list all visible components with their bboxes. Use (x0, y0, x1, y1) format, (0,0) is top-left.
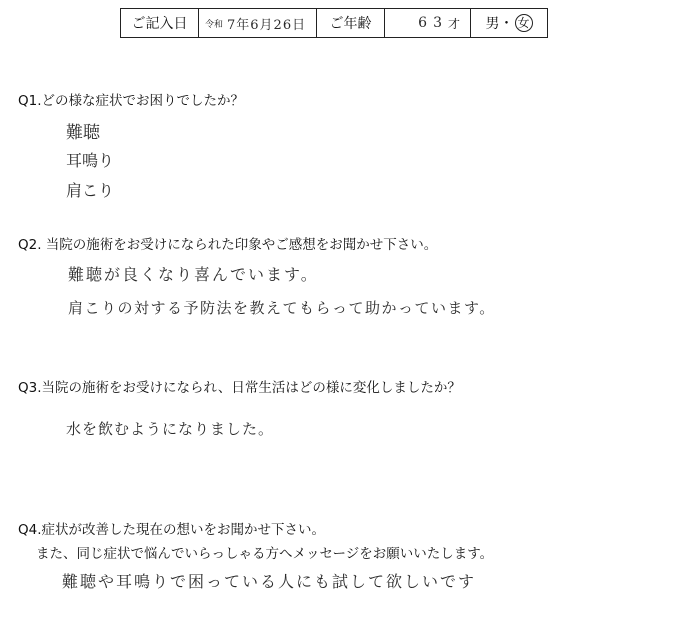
q3-answer-1: 水を飲むようになりました。 (66, 420, 275, 438)
sex-female-circled: 女 (515, 14, 533, 32)
age-label: ご年齢 (317, 9, 385, 37)
sex-separator: ・ (499, 16, 514, 32)
age-value: 63 (418, 15, 448, 31)
q2-answer-2: 肩こりの対する予防法を教えてもらって助かっています。 (68, 299, 496, 317)
date-value: 7年6月26日 (227, 17, 307, 33)
date-label: ご記入日 (121, 9, 199, 37)
q2-answer-1: 難聴が良くなり喜んでいます。 (68, 265, 319, 284)
sex-male: 男 (485, 16, 500, 32)
q4-question-line2: また、同じ症状で悩んでいらっしゃる方へメッセージをお願いいたします。 (36, 546, 494, 562)
q1-answer-1: 難聴 (66, 123, 100, 143)
header-form-table (120, 8, 548, 38)
q1-answer-2: 耳鳴り (66, 151, 115, 170)
date-field (199, 9, 317, 37)
q1-answer-3: 肩こり (66, 181, 115, 200)
q1-question: Q1.どの様な症状でお困りでしたか？ (18, 93, 245, 109)
age-field (385, 9, 471, 37)
q4-answer-1: 難聴や耳鳴りで困っている人にも試して欲しいです (62, 572, 477, 591)
q4-question-line1: Q4.症状が改善した現在の想いをお聞かせ下さい。 (18, 522, 326, 538)
sex-field (471, 9, 547, 37)
q3-question: Q3.当院の施術をお受けになられ、日常生活はどの様に変化しましたか？ (18, 380, 461, 396)
age-unit: 才 (447, 16, 460, 31)
era-label: 令和 (205, 19, 224, 30)
q2-question: Q2. 当院の施術をお受けになられた印象やご感想をお聞かせ下さい。 (18, 237, 438, 253)
